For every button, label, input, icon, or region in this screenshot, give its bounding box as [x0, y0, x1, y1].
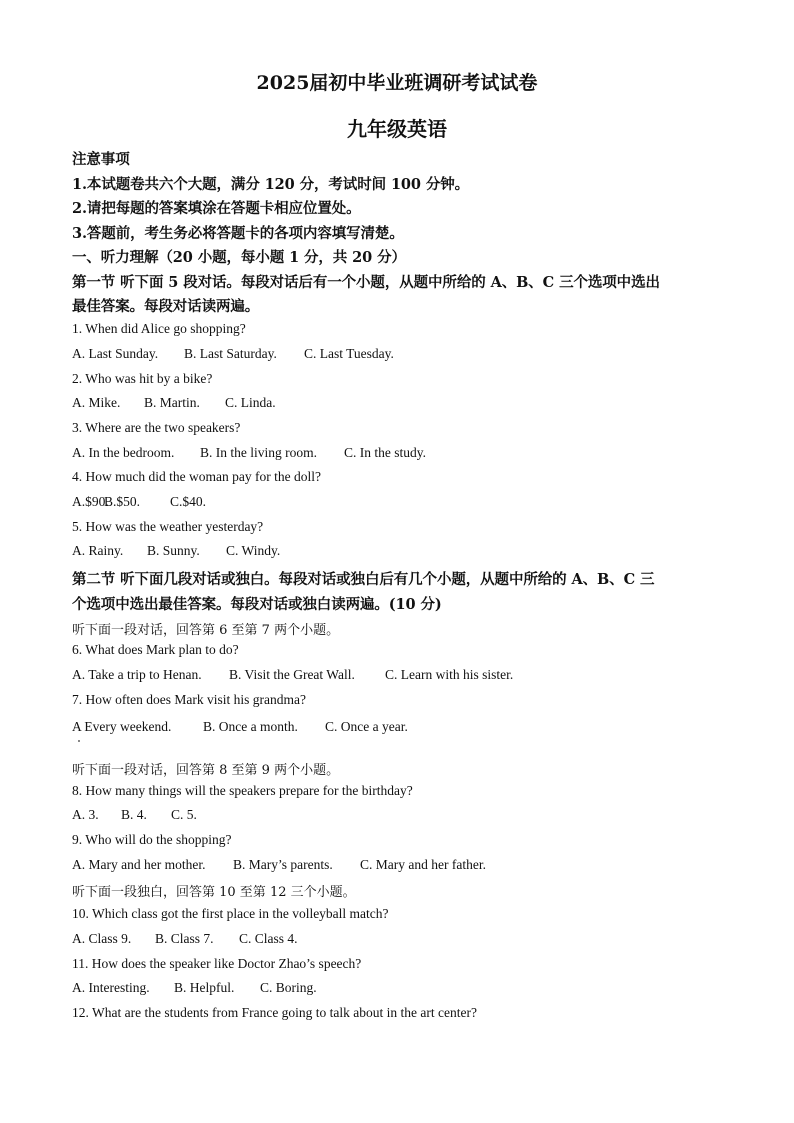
option-a: A. Mike. — [72, 395, 121, 410]
listening-instruction: 听下面一段独白，回答第 10 至第 12 三个小题。 — [72, 885, 356, 900]
question-3-options — [72, 445, 426, 461]
question-8: 8. How many things will the speakers prepare for the birthday? — [72, 783, 413, 798]
question-9: 9. Who will do the shopping? — [72, 832, 232, 847]
option-b: B. Martin. — [144, 395, 200, 410]
option-c: C.$40. — [170, 494, 207, 509]
listening-instruction: 听下面一段对话，回答第 6 至第 7 两个小题。 — [72, 623, 340, 638]
question-7-options — [72, 719, 408, 735]
option-b: B. Helpful. — [174, 980, 235, 995]
question-7: 7. How often does Mark visit his grandma? — [72, 692, 306, 707]
question-1-options — [72, 346, 394, 362]
listening-instruction: 听下面一段对话，回答第 8 至第 9 两个小题。 — [72, 763, 340, 778]
option-c: C. In the study. — [344, 445, 426, 460]
option-a: A Every weekend. — [72, 719, 172, 734]
option-b: B. Mary’s parents. — [233, 857, 333, 872]
question-4-options — [72, 494, 206, 510]
option-a: A. Take a trip to Henan. — [72, 667, 202, 682]
option-c: C. Once a year. — [325, 719, 408, 734]
option-b: B. Class 7. — [155, 931, 214, 946]
option-b: B. In the living room. — [200, 445, 317, 460]
page-title: 2025届初中毕业班调研考试试卷 — [256, 72, 538, 94]
question-5: 5. How was the weather yesterday? — [72, 519, 264, 534]
option-b: B. Visit the Great Wall. — [229, 667, 355, 682]
option-c: C. Class 4. — [239, 931, 298, 946]
option-a: A. Last Sunday. — [72, 346, 159, 361]
question-2-options — [72, 395, 276, 411]
option-c: C. 5. — [171, 807, 197, 822]
notice-heading: 注意事项 — [72, 151, 130, 168]
notice-item: 2.请把每题的答案填涂在答题卡相应位置处。 — [72, 200, 361, 217]
option-c: C. Windy. — [226, 543, 281, 558]
question-8-options — [72, 807, 197, 823]
notice-item: 3.答题前，考生务必将答题卡的各项内容填写清楚。 — [72, 225, 404, 242]
option-a: A. Class 9. — [72, 931, 132, 946]
option-b: B.$50. — [104, 494, 141, 509]
question-4: 4. How much did the woman pay for the doll? — [72, 469, 321, 484]
question-6: 6. What does Mark plan to do? — [72, 642, 239, 657]
question-3: 3. Where are the two speakers? — [72, 420, 241, 435]
question-11: 11. How does the speaker like Doctor Zhao’s speech? — [72, 956, 362, 971]
option-a: A. Rainy. — [72, 543, 124, 558]
option-c: C. Last Tuesday. — [304, 346, 394, 361]
question-10-options — [72, 931, 298, 947]
option-c: C. Boring. — [260, 980, 317, 995]
section2-instructions: 第二节 听下面几段对话或独白。每段对话或独白后有几个小题，从题中所给的 A、B、C 三 — [72, 571, 655, 588]
option-c: C. Linda. — [225, 395, 276, 410]
question-11-options — [72, 980, 317, 996]
section2-instructions: 个选项中选出最佳答案。每段对话或独白读两遍。(10 分) — [72, 596, 442, 613]
option-a: A. Mary and her mother. — [72, 857, 206, 872]
question-9-options — [72, 857, 486, 873]
question-12: 12. What are the students from France going to talk about in the art center? — [72, 1005, 477, 1020]
section1-instructions: 最佳答案。每段对话读两遍。 — [72, 298, 260, 315]
question-10: 10. Which class got the first place in the volleyball match? — [72, 906, 389, 921]
option-a: A.$90. — [72, 494, 109, 509]
option-b: B. Sunny. — [147, 543, 200, 558]
question-2: 2. Who was hit by a bike? — [72, 371, 213, 386]
notice-item: 1.本试题卷共六个大题，满分 120 分，考试时间 100 分钟。 — [72, 176, 470, 193]
part1-heading: 一、听力理解（20 小题，每小题 1 分，共 20 分） — [72, 249, 406, 266]
question-1: 1. When did Alice go shopping? — [72, 321, 246, 336]
option-a: A. Interesting. — [72, 980, 150, 995]
question-6-options — [72, 667, 513, 683]
option-b: B. Once a month. — [203, 719, 298, 734]
option-c: C. Learn with his sister. — [385, 667, 514, 682]
page-subtitle: 九年级英语 — [347, 117, 447, 141]
question-5-options — [72, 543, 280, 559]
stray-mark — [78, 740, 80, 742]
section1-instructions: 第一节 听下面 5 段对话。每段对话后有一个小题，从题中所给的 A、B、C 三个选项中选出 — [72, 274, 660, 291]
option-b: B. 4. — [121, 807, 147, 822]
option-a: A. In the bedroom. — [72, 445, 175, 460]
option-b: B. Last Saturday. — [184, 346, 277, 361]
option-c: C. Mary and her father. — [360, 857, 486, 872]
option-a: A. 3. — [72, 807, 99, 822]
